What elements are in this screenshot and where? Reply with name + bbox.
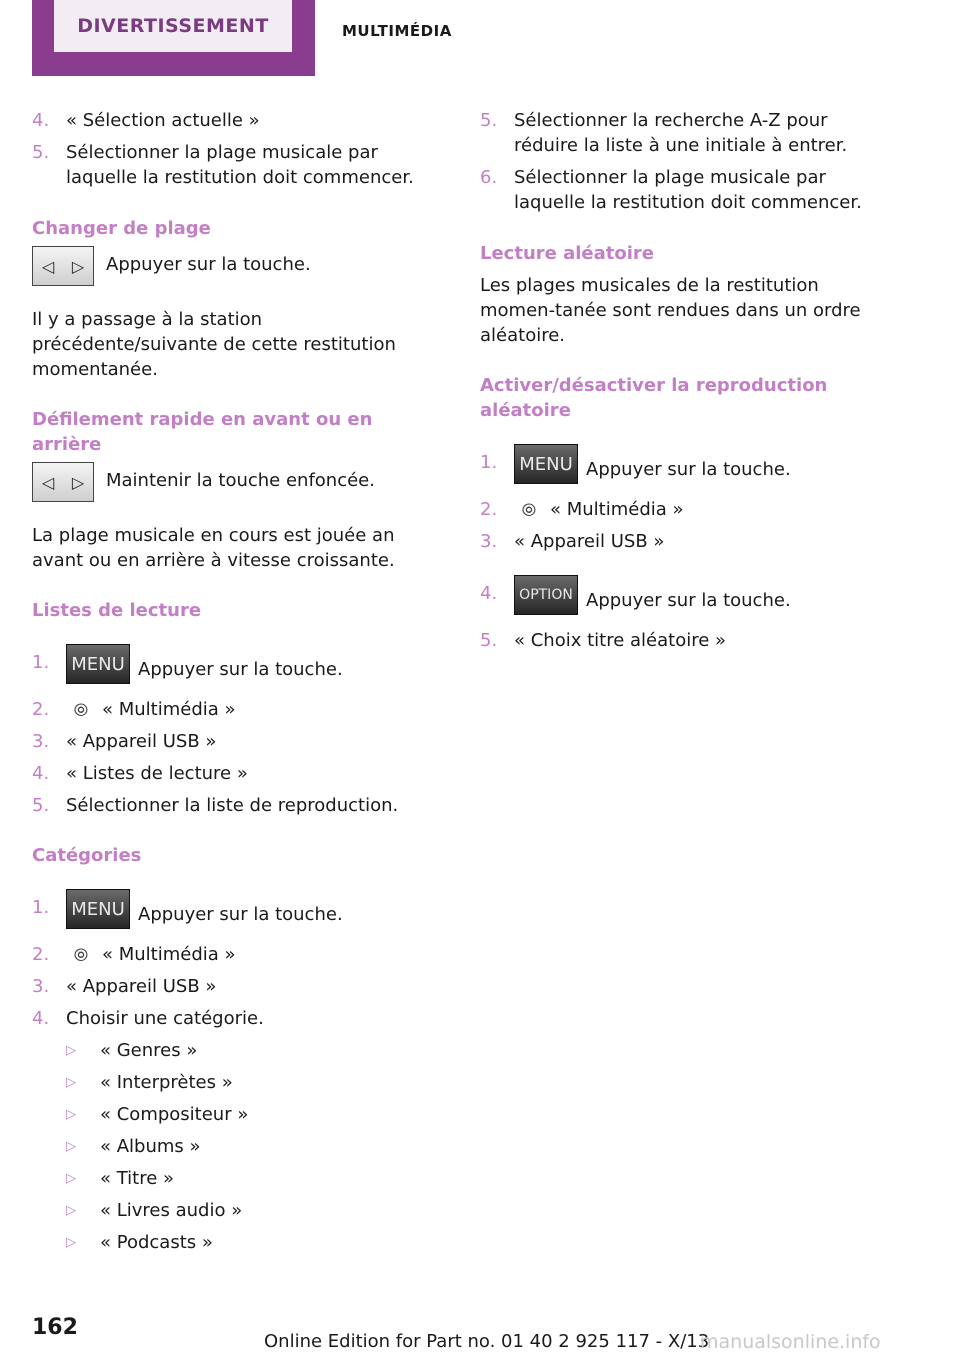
- page-number: 162: [32, 1315, 78, 1340]
- right-column: [480, 108, 892, 653]
- button-instruction: Appuyer sur la touche.: [106, 254, 311, 275]
- triangle-bullet-icon: ▷: [66, 1043, 76, 1058]
- heading-lecture-aleatoire: Lecture aléatoire: [480, 243, 655, 264]
- watermark: manualsonline.info: [700, 1331, 881, 1353]
- menu-button[interactable]: MENU: [66, 644, 130, 684]
- list-text: Appuyer sur la touche.: [586, 590, 791, 611]
- section-title: MULTIMÉDIA: [342, 22, 452, 40]
- skip-button[interactable]: [32, 462, 94, 502]
- list-item: [32, 1006, 444, 1031]
- list-number: 2.: [480, 499, 498, 520]
- list-item: [32, 729, 444, 754]
- sub-list-item: [32, 1134, 444, 1159]
- list-text: « Appareil USB »: [66, 731, 217, 752]
- list-number: 4.: [32, 763, 50, 784]
- list-text: Sélectionner la liste de reproduction.: [66, 795, 399, 816]
- sub-list-item: [32, 1166, 444, 1191]
- list-number: 1.: [32, 652, 50, 673]
- header-bar: [0, 0, 960, 80]
- list-number: 2.: [32, 944, 50, 965]
- heading-listes-de-lecture: Listes de lecture: [32, 600, 202, 621]
- left-column: [32, 108, 444, 1255]
- list-number: 4.: [480, 583, 498, 604]
- list-text: « Choix titre aléatoire »: [514, 630, 727, 651]
- sub-list-item: [32, 1038, 444, 1063]
- prev-icon: ◁: [41, 472, 55, 492]
- multimedia-icon: ⦾: [73, 944, 89, 966]
- list-number: 3.: [32, 731, 50, 752]
- list-item: [480, 108, 892, 158]
- list-text: « Appareil USB »: [66, 976, 217, 997]
- menu-button[interactable]: MENU: [66, 889, 130, 929]
- list-item: [32, 974, 444, 999]
- list-item: [480, 628, 892, 653]
- edition-note: Online Edition for Part no. 01 40 2 925 117 - X/13: [264, 1331, 710, 1352]
- list-number: 2.: [32, 699, 50, 720]
- list-text: Choisir une catégorie.: [66, 1008, 264, 1029]
- list-text: Sélectionner la plage musicale par laquelle la restitution doit commencer.: [66, 142, 414, 188]
- list-text: « Listes de lecture »: [66, 763, 248, 784]
- skip-button[interactable]: [32, 246, 94, 286]
- list-text: Sélectionner la plage musicale par laquelle la restitution doit commencer.: [514, 167, 862, 213]
- paragraph: Les plages musicales de la restitution momen‐tanée sont rendues dans un ordre aléatoire.: [480, 275, 861, 346]
- triangle-bullet-icon: ▷: [66, 1235, 76, 1250]
- sub-list-item: [32, 1198, 444, 1223]
- list-number: 5.: [32, 142, 50, 163]
- prev-icon: ◁: [41, 256, 55, 276]
- defilement-button-row: [32, 468, 444, 502]
- list-item: [32, 697, 444, 722]
- list-text: Appuyer sur la touche.: [138, 659, 343, 680]
- list-number: 6.: [480, 167, 498, 188]
- sub-list-text: « Interprètes »: [100, 1072, 233, 1093]
- sub-list-item: [32, 1070, 444, 1095]
- sub-list-item: [32, 1102, 444, 1127]
- list-text: « Appareil USB »: [514, 531, 665, 552]
- list-number: 4.: [32, 1008, 50, 1029]
- button-instruction: Maintenir la touche enfoncée.: [106, 470, 375, 491]
- list-item: [32, 140, 444, 190]
- next-icon: ▷: [71, 472, 85, 492]
- tab-divertissement-label: DIVERTISSEMENT: [54, 0, 292, 52]
- triangle-bullet-icon: ▷: [66, 1139, 76, 1154]
- heading-activer-desactiver: Activer/désactiver la reproduction aléatoire: [480, 375, 828, 421]
- list-number: 3.: [32, 976, 50, 997]
- list-item: [32, 895, 444, 935]
- heading-defilement: Défilement rapide en avant ou en arrière: [32, 409, 373, 455]
- list-item: [480, 581, 892, 621]
- multimedia-icon: ⦾: [521, 499, 537, 521]
- list-text: « Multimédia »: [550, 499, 684, 520]
- sub-list-item: [32, 1230, 444, 1255]
- sub-list-text: « Albums »: [100, 1136, 201, 1157]
- list-item: [480, 497, 892, 522]
- list-number: 5.: [480, 630, 498, 651]
- list-item: [32, 761, 444, 786]
- triangle-bullet-icon: ▷: [66, 1171, 76, 1186]
- list-item: [480, 165, 892, 215]
- multimedia-icon: ⦾: [73, 699, 89, 721]
- sub-list-text: « Podcasts »: [100, 1232, 213, 1253]
- triangle-bullet-icon: ▷: [66, 1203, 76, 1218]
- list-item: [32, 108, 444, 133]
- sub-list-text: « Compositeur »: [100, 1104, 249, 1125]
- list-number: 1.: [32, 897, 50, 918]
- list-item: [32, 942, 444, 967]
- triangle-bullet-icon: ▷: [66, 1075, 76, 1090]
- sub-list-text: « Genres »: [100, 1040, 198, 1061]
- list-text: Appuyer sur la touche.: [586, 459, 791, 480]
- sub-list-text: « Titre »: [100, 1168, 175, 1189]
- triangle-bullet-icon: ▷: [66, 1107, 76, 1122]
- paragraph: La plage musicale en cours est jouée an avant ou en arrière à vitesse croissante.: [32, 525, 395, 571]
- list-number: 1.: [480, 452, 498, 473]
- list-number: 5.: [32, 795, 50, 816]
- list-item: [480, 529, 892, 554]
- list-text: « Sélection actuelle »: [66, 110, 260, 131]
- heading-changer-de-plage: Changer de plage: [32, 218, 211, 239]
- changer-button-row: [32, 252, 444, 286]
- list-text: Sélectionner la recherche A-Z pour réduire la liste à une initiale à entrer.: [514, 110, 848, 156]
- list-number: 5.: [480, 110, 498, 131]
- heading-categories: Catégories: [32, 845, 142, 866]
- tab-divertissement[interactable]: [32, 0, 315, 76]
- next-icon: ▷: [71, 256, 85, 276]
- list-item: [480, 450, 892, 490]
- list-text: Appuyer sur la touche.: [138, 904, 343, 925]
- paragraph: Il y a passage à la station précédente/suivante de cette restitution momentanée.: [32, 309, 396, 380]
- list-text: « Multimédia »: [102, 944, 236, 965]
- list-item: [32, 793, 444, 818]
- menu-button[interactable]: MENU: [514, 444, 578, 484]
- list-text: « Multimédia »: [102, 699, 236, 720]
- sub-list-text: « Livres audio »: [100, 1200, 243, 1221]
- list-number: 3.: [480, 531, 498, 552]
- list-number: 4.: [32, 110, 50, 131]
- option-button[interactable]: OPTION: [514, 575, 578, 615]
- list-item: [32, 650, 444, 690]
